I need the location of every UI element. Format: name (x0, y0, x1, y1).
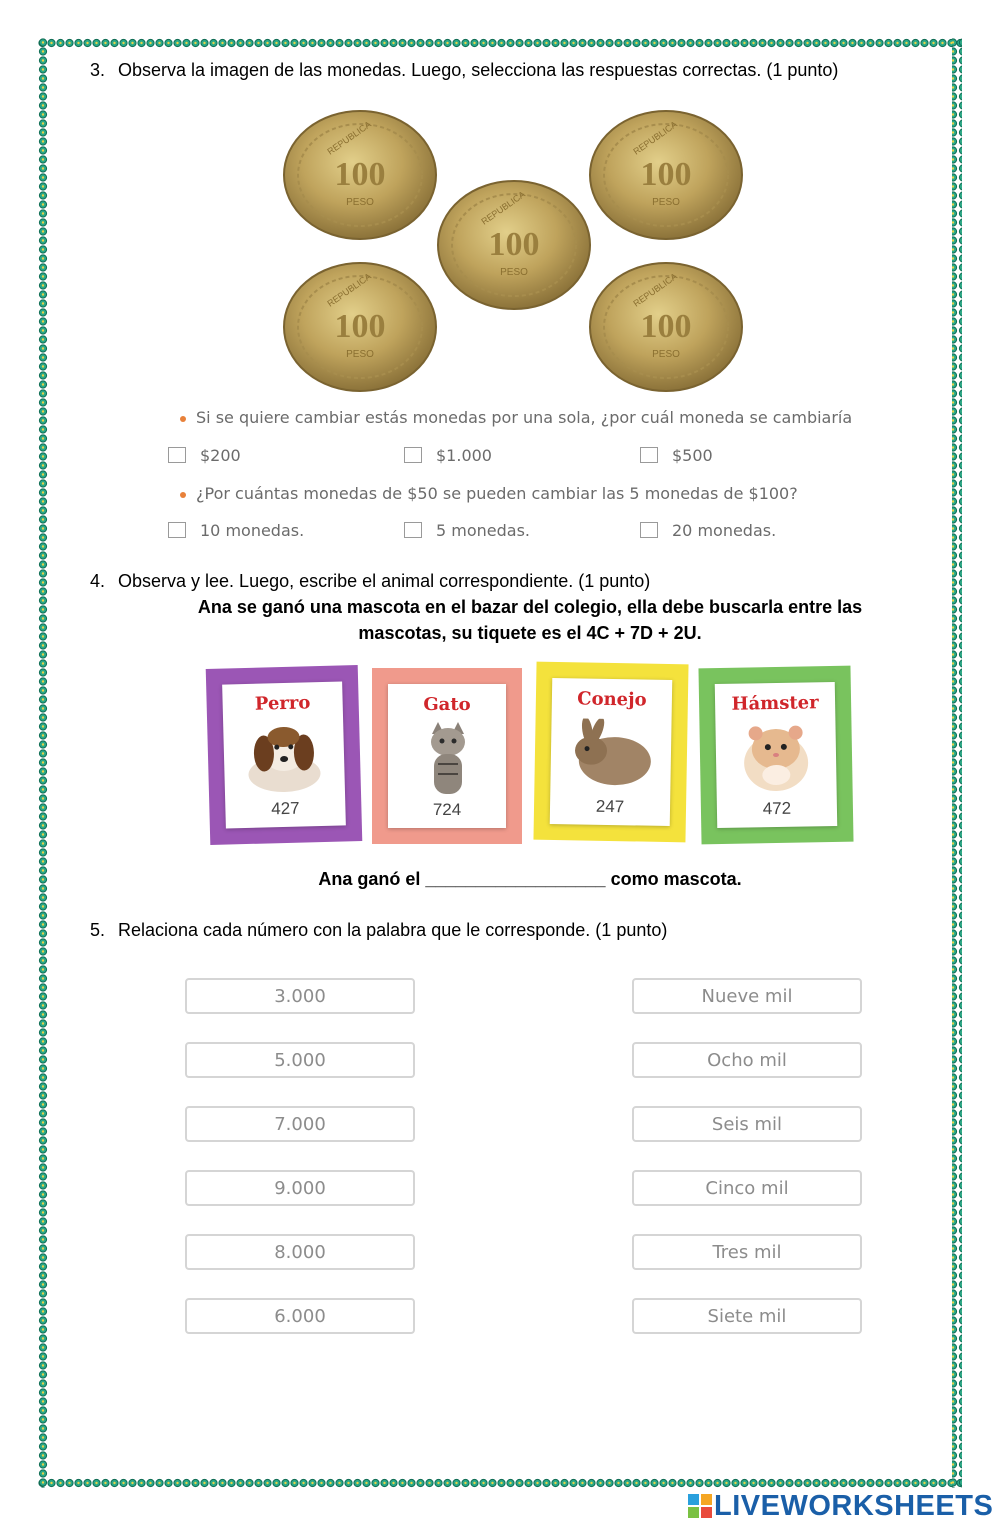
svg-text:PESO: PESO (346, 349, 374, 360)
match-right-item[interactable]: Cinco mil (632, 1170, 862, 1206)
checkbox-option-500[interactable] (640, 447, 658, 463)
question-3-text: Observa la imagen de las monedas. Luego, selecciona las respuestas correctas. (1 punto) (118, 60, 839, 80)
question-3: 3. Observa la imagen de las monedas. Luego, selecciona las respuestas correctas. (1 punto) (90, 60, 839, 80)
bullet-icon (180, 492, 186, 498)
svg-text:REPUBLICA: REPUBLICA (325, 119, 373, 157)
match-left-item[interactable]: 9.000 (185, 1170, 415, 1206)
question-5-text: Relaciona cada número con la palabra que le corresponde. (1 punto) (118, 920, 668, 940)
option-label: 10 monedas. (200, 521, 305, 540)
option-label: 20 monedas. (672, 521, 777, 540)
checkbox-option-5-monedas[interactable] (404, 522, 422, 538)
match-right-item[interactable]: Seis mil (632, 1106, 862, 1142)
coins-image (280, 105, 750, 395)
match-left-item[interactable]: 5.000 (185, 1042, 415, 1078)
story-line-2: mascotas, su tiquete es el 4C + 7D + 2U. (358, 623, 702, 643)
checkbox-option-20-monedas[interactable] (640, 522, 658, 538)
question-4: 4. Observa y lee. Luego, escribe el animal correspondiente. (1 punto) (90, 571, 651, 591)
story-line-1: Ana se ganó una mascota en el bazar del colegio, ella debe buscarla entre las (197, 597, 863, 617)
question-4-text: Observa y lee. Luego, escribe el animal correspondiente. (1 punto) (118, 571, 651, 591)
option-label: $500 (672, 446, 713, 465)
match-right-item[interactable]: Siete mil (632, 1298, 862, 1334)
cat-image (418, 720, 478, 800)
checkbox-option-1000[interactable] (404, 447, 422, 463)
match-right-item[interactable]: Nueve mil (632, 978, 862, 1014)
answer-line[interactable]: Ana ganó el __________________ como mascota. (318, 869, 742, 889)
svg-text:REPUBLICA: REPUBLICA (325, 271, 373, 309)
coin (590, 263, 742, 391)
card-gato: Gato 724 (372, 668, 522, 844)
question-5: 5. Relaciona cada número con la palabra que le corresponde. (1 punto) (90, 920, 668, 940)
match-left-item[interactable]: 7.000 (185, 1106, 415, 1142)
svg-text:REPUBLICA: REPUBLICA (631, 119, 679, 157)
match-left-item[interactable]: 8.000 (185, 1234, 415, 1270)
coin (590, 111, 742, 239)
liveworksheets-logo[interactable]: LIVEWORKSHEETS (688, 1488, 993, 1524)
match-left-item[interactable]: 3.000 (185, 978, 415, 1014)
svg-text:100: 100 (334, 156, 386, 193)
logo-grid-icon (688, 1494, 712, 1518)
svg-text:PESO: PESO (652, 197, 680, 208)
svg-text:100: 100 (640, 308, 692, 345)
coin (284, 263, 436, 391)
card-hamster: Hámster 472 (698, 666, 853, 845)
match-left-item[interactable]: 6.000 (185, 1298, 415, 1334)
card-perro: Perro 427 (206, 665, 363, 845)
svg-text:REPUBLICA: REPUBLICA (631, 271, 679, 309)
svg-text:PESO: PESO (500, 267, 528, 278)
option-label: $1.000 (436, 446, 492, 465)
svg-text:PESO: PESO (346, 197, 374, 208)
coin (438, 181, 590, 309)
dog-image (241, 718, 327, 796)
prompt-2: ¿Por cuántas monedas de $50 se pueden cambiar las 5 monedas de $100? (180, 484, 798, 503)
option-label: 5 monedas. (436, 521, 531, 540)
match-right-item[interactable]: Tres mil (632, 1234, 862, 1270)
svg-text:REPUBLICA: REPUBLICA (479, 189, 527, 227)
option-label: $200 (200, 446, 241, 465)
rabbit-image (566, 718, 657, 790)
checkbox-option-200[interactable] (168, 447, 186, 463)
svg-text:100: 100 (640, 156, 692, 193)
hamster-image (735, 718, 816, 795)
svg-text:100: 100 (334, 308, 386, 345)
bullet-icon (180, 416, 186, 422)
coin (284, 111, 436, 239)
svg-text:PESO: PESO (652, 349, 680, 360)
card-conejo: Conejo 247 (533, 662, 688, 843)
match-right-item[interactable]: Ocho mil (632, 1042, 862, 1078)
prompt-1: Si se quiere cambiar estás monedas por una sola, ¿por cuál moneda se cambiaría (180, 408, 852, 427)
svg-text:100: 100 (488, 226, 540, 263)
checkbox-option-10-monedas[interactable] (168, 522, 186, 538)
